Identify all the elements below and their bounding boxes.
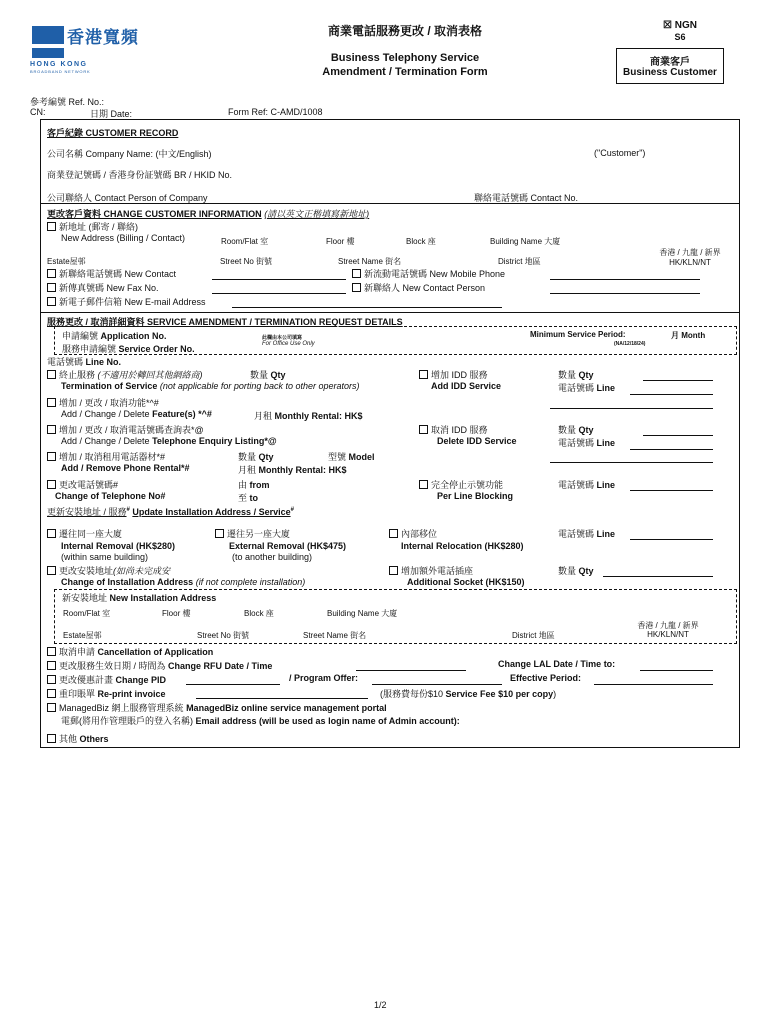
- app-no-row: [62, 329, 167, 342]
- installation-heading-en: Update Installation Address / Service: [132, 507, 291, 517]
- new-email-checkbox[interactable]: [47, 297, 56, 306]
- qty-cn: 數量: [558, 566, 577, 576]
- line-cn: 電話號碼: [558, 383, 595, 393]
- block-en: Per Line Blocking: [437, 491, 514, 501]
- socket-row: [389, 564, 473, 577]
- min-period-label: Minimum Service Period:: [530, 330, 626, 339]
- cn-label: CN:: [30, 107, 46, 117]
- room-label: Room/Flat 室: [221, 237, 269, 246]
- chg-addr-cn: 更改安裝地址: [59, 566, 114, 576]
- effective-label: Effective Period:: [510, 673, 582, 683]
- chg-tel-to: [238, 491, 258, 504]
- rfu-en: Change RFU Date / Time: [168, 661, 273, 671]
- fee-row: (服務費每份$10 Service Fee $10 per copy): [380, 689, 557, 699]
- line-cn: 電話號碼: [558, 480, 595, 490]
- block-row: [419, 478, 503, 491]
- new-contact-person-row: [352, 281, 485, 294]
- chg-addr-en-note: (if not complete installation): [195, 577, 306, 587]
- divider: [40, 203, 740, 204]
- line-no-row: [47, 355, 121, 368]
- del-idd-line: [558, 436, 615, 449]
- na-note: (NA/12/18/24): [614, 341, 646, 347]
- termination-en-note: (not applicable for porting back to other operators): [159, 381, 360, 391]
- new-mobile-checkbox[interactable]: [352, 269, 361, 278]
- amendment-heading: 服務更改 / 取消詳細資料 SERVICE AMENDMENT / TERMINATION REQUEST DETAILS: [47, 317, 403, 327]
- new-email-field[interactable]: [232, 307, 502, 308]
- others-row: [47, 732, 109, 745]
- others-checkbox[interactable]: [47, 734, 56, 743]
- cancel-row: [47, 645, 213, 658]
- reloc-row: [389, 527, 437, 540]
- internal-en: Internal Removal (HK$280): [61, 541, 176, 551]
- qty-en: Qty: [270, 370, 286, 380]
- estate-label: Estate屋邨: [47, 257, 86, 266]
- qty-en: Qty: [578, 370, 594, 380]
- contact-person-label: 公司聯絡人 Contact Person of Company: [47, 193, 208, 203]
- block-line-field[interactable]: [630, 490, 713, 491]
- installation-heading-row: 更新安裝地址 / 服務# Update Installation Address / Service#: [47, 507, 294, 517]
- line-no-en: Line No.: [85, 357, 122, 367]
- chg-tel-checkbox[interactable]: [47, 480, 56, 489]
- cancel-checkbox[interactable]: [47, 647, 56, 656]
- new-address-en: New Address (Billing / Contact): [61, 233, 186, 243]
- internal-cn: 遷往同一座大廈: [59, 529, 123, 539]
- new-fax-field[interactable]: [212, 293, 346, 294]
- feature-en-pre: Add / Change / Delete: [61, 409, 150, 419]
- new-mobile-row: [352, 267, 505, 280]
- internal-row: [47, 527, 122, 540]
- enquiry-en: Telephone Enquiry Listing*@: [152, 436, 277, 446]
- to-en: to: [249, 493, 259, 503]
- monthly-cn: 月租: [254, 411, 273, 421]
- add-idd-line-field[interactable]: [630, 394, 713, 395]
- enquiry-en-row: [61, 436, 277, 446]
- region-cn: 香港 / 九龍 / 新界: [659, 248, 721, 257]
- customer-record-heading: 客戶紀錄 CUSTOMER RECORD: [47, 128, 179, 138]
- external-cn: 遷往另一座大廈: [227, 529, 291, 539]
- reprint-field[interactable]: [196, 698, 368, 699]
- title-cn: 商業電話服務更改 / 取消表格: [327, 24, 482, 38]
- br-no-label: 商業登記號碼 / 香港身份証號碼 BR / HKID No.: [47, 170, 233, 180]
- enquiry-checkbox[interactable]: [47, 425, 56, 434]
- model-en: Model: [348, 452, 375, 462]
- del-idd-qty: [558, 423, 594, 436]
- termination-en: Termination of Service: [61, 381, 158, 391]
- cancel-cn: 取消申請: [59, 647, 96, 657]
- new-email-row: [47, 295, 206, 308]
- qty-cn: 數量: [558, 370, 577, 380]
- change-info-heading: 更改客戶資料 CHANGE CUSTOMER INFORMATION: [47, 209, 262, 219]
- email-row: [61, 714, 460, 727]
- chg-addr-en-row: [61, 577, 305, 587]
- external-row: [215, 527, 290, 540]
- page-number: 1/2: [374, 1000, 387, 1010]
- month-label: 月 Month: [671, 331, 706, 340]
- rfu-cn: 更改服務生效日期 / 時間為: [59, 661, 166, 671]
- new-address-row: [47, 220, 138, 233]
- effective-field[interactable]: [594, 684, 713, 685]
- new-fax-label: 新傳真號碼 New Fax No.: [59, 283, 159, 293]
- building-label: Building Name 大廈: [327, 609, 398, 618]
- block-cn: 完全停止示號功能: [431, 480, 504, 490]
- feature-line-field[interactable]: [550, 408, 713, 409]
- del-idd-row: [419, 423, 488, 436]
- termination-en-row: [61, 381, 360, 391]
- rfu-checkbox[interactable]: [47, 661, 56, 670]
- rental-en: Add / Remove Phone Rental*#: [61, 463, 190, 473]
- rental-model: [328, 450, 375, 463]
- region-en: HK/KLN/NT: [647, 630, 689, 639]
- new-install-en: New Installation Address: [109, 593, 217, 603]
- feature-rental: [254, 409, 363, 422]
- del-idd-checkbox[interactable]: [419, 425, 428, 434]
- socket-qty: [558, 564, 594, 577]
- pid-checkbox[interactable]: [47, 675, 56, 684]
- add-idd-qty: [558, 368, 594, 381]
- change-info-note: (請以英文正楷填寫新地址): [264, 209, 370, 219]
- app-no-cn: 申請編號: [62, 331, 99, 341]
- reloc-line: [558, 527, 615, 540]
- block-checkbox[interactable]: [419, 480, 428, 489]
- reloc-line-field[interactable]: [630, 539, 713, 540]
- block-line: [558, 478, 615, 491]
- enquiry-cn: 增加 / 更改 / 取消電話號碼查詢表*@: [59, 425, 204, 435]
- model-cn: 型號: [328, 452, 347, 462]
- socket-qty-field[interactable]: [603, 576, 713, 577]
- change-info-heading-wrap: [47, 207, 369, 220]
- line-cn: 電話號碼: [558, 529, 595, 539]
- mbiz-en: ManagedBiz online service management portal: [186, 703, 387, 713]
- external-en: External Removal (HK$475): [229, 541, 347, 551]
- rental-qty: [238, 450, 274, 463]
- new-mobile-field[interactable]: [550, 279, 700, 280]
- mbiz-cn: ManagedBiz 網上服務管理系統: [59, 703, 184, 713]
- contact-no-label: 聯絡電話號碼 Contact No.: [474, 193, 579, 203]
- new-install-cn: 新安裝地址: [62, 593, 108, 603]
- line-no-cn: 電話號碼: [47, 357, 84, 367]
- reloc-cn: 內部移位: [401, 529, 438, 539]
- customer-tag: ("Customer"): [594, 148, 646, 158]
- email-cn: 電郵(將用作管理賬戶的登入名稱): [61, 716, 193, 726]
- rental-row: [47, 450, 165, 463]
- program-field[interactable]: [372, 684, 502, 685]
- qty-cn: 數量: [250, 370, 269, 380]
- new-mobile-label: 新流動電話號碼 New Mobile Phone: [364, 269, 506, 279]
- new-contact-field[interactable]: [212, 279, 346, 280]
- lal-label: Change LAL Date / Time to:: [498, 659, 616, 669]
- others-en: Others: [79, 734, 109, 744]
- feature-cn: 增加 / 更改 / 取消功能*^#: [59, 398, 159, 408]
- s6-label: S6: [674, 32, 686, 42]
- internal-sub: (within same building): [61, 552, 149, 562]
- internal-checkbox[interactable]: [47, 529, 56, 538]
- reloc-checkbox[interactable]: [389, 529, 398, 538]
- line-en: Line: [596, 480, 616, 490]
- logo-wave: [32, 44, 64, 48]
- fee-en: Service Fee $10 per copy: [445, 689, 554, 699]
- chg-tel-row: [47, 478, 118, 491]
- enquiry-row: [47, 423, 204, 436]
- new-contact-row: [47, 267, 176, 280]
- monthly-en: Monthly Rental: HK$: [258, 465, 347, 475]
- add-idd-checkbox[interactable]: [419, 370, 428, 379]
- line-en: Line: [596, 438, 616, 448]
- new-contact-checkbox[interactable]: [47, 269, 56, 278]
- rental-line-field-1[interactable]: [550, 462, 713, 463]
- divider: [40, 312, 740, 313]
- company-name-label: 公司名稱 Company Name: (中文/English): [47, 149, 212, 159]
- to-cn: 至: [238, 493, 248, 503]
- rfu-field[interactable]: [356, 670, 466, 671]
- line-en: Line: [596, 529, 616, 539]
- new-fax-checkbox[interactable]: [47, 283, 56, 292]
- chg-addr-note: (如尚未完成安: [113, 566, 171, 576]
- new-contact-label: 新聯絡電話號碼 New Contact: [59, 269, 177, 279]
- new-contact-person-checkbox[interactable]: [352, 283, 361, 292]
- title-en-2: Amendment / Termination Form: [322, 66, 488, 78]
- new-install-row: [62, 591, 216, 604]
- reprint-row: [47, 687, 166, 700]
- add-idd-cn: 增加 IDD 服務: [431, 370, 488, 380]
- socket-cn: 增加額外電話插座: [401, 566, 474, 576]
- ngn-label: ☒ NGN: [663, 20, 697, 31]
- socket-checkbox[interactable]: [389, 566, 398, 575]
- district-label: District 地區: [512, 631, 555, 640]
- order-no-en: Service Order No.: [118, 344, 195, 354]
- title-en-1: Business Telephony Service: [330, 52, 480, 64]
- add-idd-qty-field[interactable]: [643, 380, 713, 381]
- customer-type-en: Business Customer: [623, 67, 717, 78]
- customer-type-cn: 商業客戶: [650, 57, 690, 68]
- chg-addr-row: [47, 564, 170, 577]
- new-email-label: 新電子郵件信箱 New E-mail Address: [59, 297, 206, 307]
- rfu-row: [47, 659, 272, 672]
- add-idd-line: [558, 381, 615, 394]
- logo-en: HONG KONG: [30, 61, 88, 68]
- reprint-en: Re-print invoice: [97, 689, 166, 699]
- room-label: Room/Flat 室: [63, 609, 111, 618]
- feature-row: [47, 396, 159, 409]
- logo-sub: BROADBAND NETWORK: [30, 69, 91, 74]
- pid-row: [47, 673, 166, 686]
- date-label: 日期 Date:: [90, 109, 133, 119]
- del-idd-cn: 取消 IDD 服務: [431, 425, 488, 435]
- termination-checkbox[interactable]: [47, 370, 56, 379]
- termination-note: (不適用於轉回其他網絡商): [97, 370, 203, 380]
- feature-en: Feature(s) *^#: [152, 409, 212, 419]
- pid-en: Change PID: [115, 675, 167, 685]
- qty-en: Qty: [578, 425, 594, 435]
- add-idd-row: [419, 368, 488, 381]
- qty-en: Qty: [258, 452, 274, 462]
- program-label: / Program Offer:: [289, 673, 359, 683]
- new-address-cn: 新地址 (郵寄 / 聯絡): [59, 222, 138, 232]
- socket-en: Additional Socket (HK$150): [407, 577, 525, 587]
- feature-checkbox[interactable]: [47, 398, 56, 407]
- pid-cn: 更改優惠計畫: [59, 675, 114, 685]
- mbiz-row: [47, 701, 387, 714]
- form-ref: Form Ref: C-AMD/1008: [228, 107, 323, 117]
- rental-checkbox[interactable]: [47, 452, 56, 461]
- termination-row: [47, 368, 203, 381]
- del-idd-line-field[interactable]: [630, 449, 713, 450]
- chg-tel-cn: 更改電話號碼#: [59, 480, 119, 490]
- termination-qty: [250, 368, 286, 381]
- ref-no: 參考編號 Ref. No.:: [30, 97, 105, 107]
- new-address-checkbox[interactable]: [47, 222, 56, 231]
- block-label: Block 座: [406, 237, 436, 246]
- office-use-cn: 此欄由本公司填寫: [262, 335, 303, 341]
- others-cn: 其他: [59, 734, 78, 744]
- office-use-en: For Office Use Only: [262, 341, 315, 347]
- enquiry-en-pre: Add / Change / Delete: [61, 436, 150, 446]
- rental-cn: 增加 / 取消租用電話器材*#: [59, 452, 166, 462]
- chg-addr-en: Change of Installation Address: [61, 577, 194, 587]
- reprint-cn: 重印賬單: [59, 689, 96, 699]
- mbiz-checkbox[interactable]: [47, 703, 56, 712]
- new-contact-person-label: 新聯絡人 New Contact Person: [364, 283, 486, 293]
- pid-field[interactable]: [186, 684, 280, 685]
- new-contact-person-field[interactable]: [550, 293, 700, 294]
- qty-en: Qty: [578, 566, 594, 576]
- building-label: Building Name 大廈: [490, 237, 561, 246]
- termination-cn: 終止服務: [59, 370, 96, 380]
- logo-cn: 香港寬頻: [67, 28, 139, 47]
- add-idd-en: Add IDD Service: [431, 381, 502, 391]
- street-name-label: Street Name 街名: [303, 631, 367, 640]
- lal-field[interactable]: [640, 670, 713, 671]
- chg-tel-from: [238, 478, 270, 491]
- from-cn: 由: [238, 480, 248, 490]
- new-fax-row: [47, 281, 159, 294]
- rental-monthly: [238, 463, 347, 476]
- floor-label: Floor 樓: [162, 609, 191, 618]
- qty-cn: 數量: [238, 452, 257, 462]
- fee-cn: (服務費每份$10: [380, 689, 444, 699]
- reloc-en: Internal Relocation (HK$280): [401, 541, 524, 551]
- line-en: Line: [596, 383, 616, 393]
- monthly-en: Monthly Rental: HK$: [274, 411, 363, 421]
- order-no-row: [62, 342, 195, 355]
- del-idd-en: Delete IDD Service: [437, 436, 517, 446]
- feature-en-row: [61, 409, 212, 419]
- block-label: Block 座: [244, 609, 274, 618]
- order-no-cn: 服務申請編號: [62, 344, 117, 354]
- street-no-label: Street No 街號: [197, 631, 250, 640]
- chg-addr-checkbox[interactable]: [47, 566, 56, 575]
- region-en: HK/KLN/NT: [669, 258, 711, 267]
- line-cn: 電話號碼: [558, 438, 595, 448]
- app-no-en: Application No.: [100, 331, 167, 341]
- district-label: District 地區: [498, 257, 541, 266]
- external-checkbox[interactable]: [215, 529, 224, 538]
- qty-cn: 數量: [558, 425, 577, 435]
- street-name-label: Street Name 街名: [338, 257, 402, 266]
- monthly-cn: 月租: [238, 465, 257, 475]
- reprint-checkbox[interactable]: [47, 689, 56, 698]
- email-en: Email address (will be used as login name of Admin account):: [195, 716, 460, 726]
- estate-label: Estate屋邨: [63, 631, 102, 640]
- installation-heading-cn: 更新安裝地址 / 服務: [47, 507, 127, 517]
- from-en: from: [249, 480, 270, 490]
- street-no-label: Street No 街號: [220, 257, 273, 266]
- region-cn: 香港 / 九龍 / 新界: [637, 621, 699, 630]
- del-idd-qty-field[interactable]: [643, 435, 713, 436]
- chg-tel-en: Change of Telephone No#: [55, 491, 166, 501]
- floor-label: Floor 樓: [326, 237, 355, 246]
- cancel-en: Cancellation of Application: [97, 647, 214, 657]
- external-sub: (to another building): [232, 552, 313, 562]
